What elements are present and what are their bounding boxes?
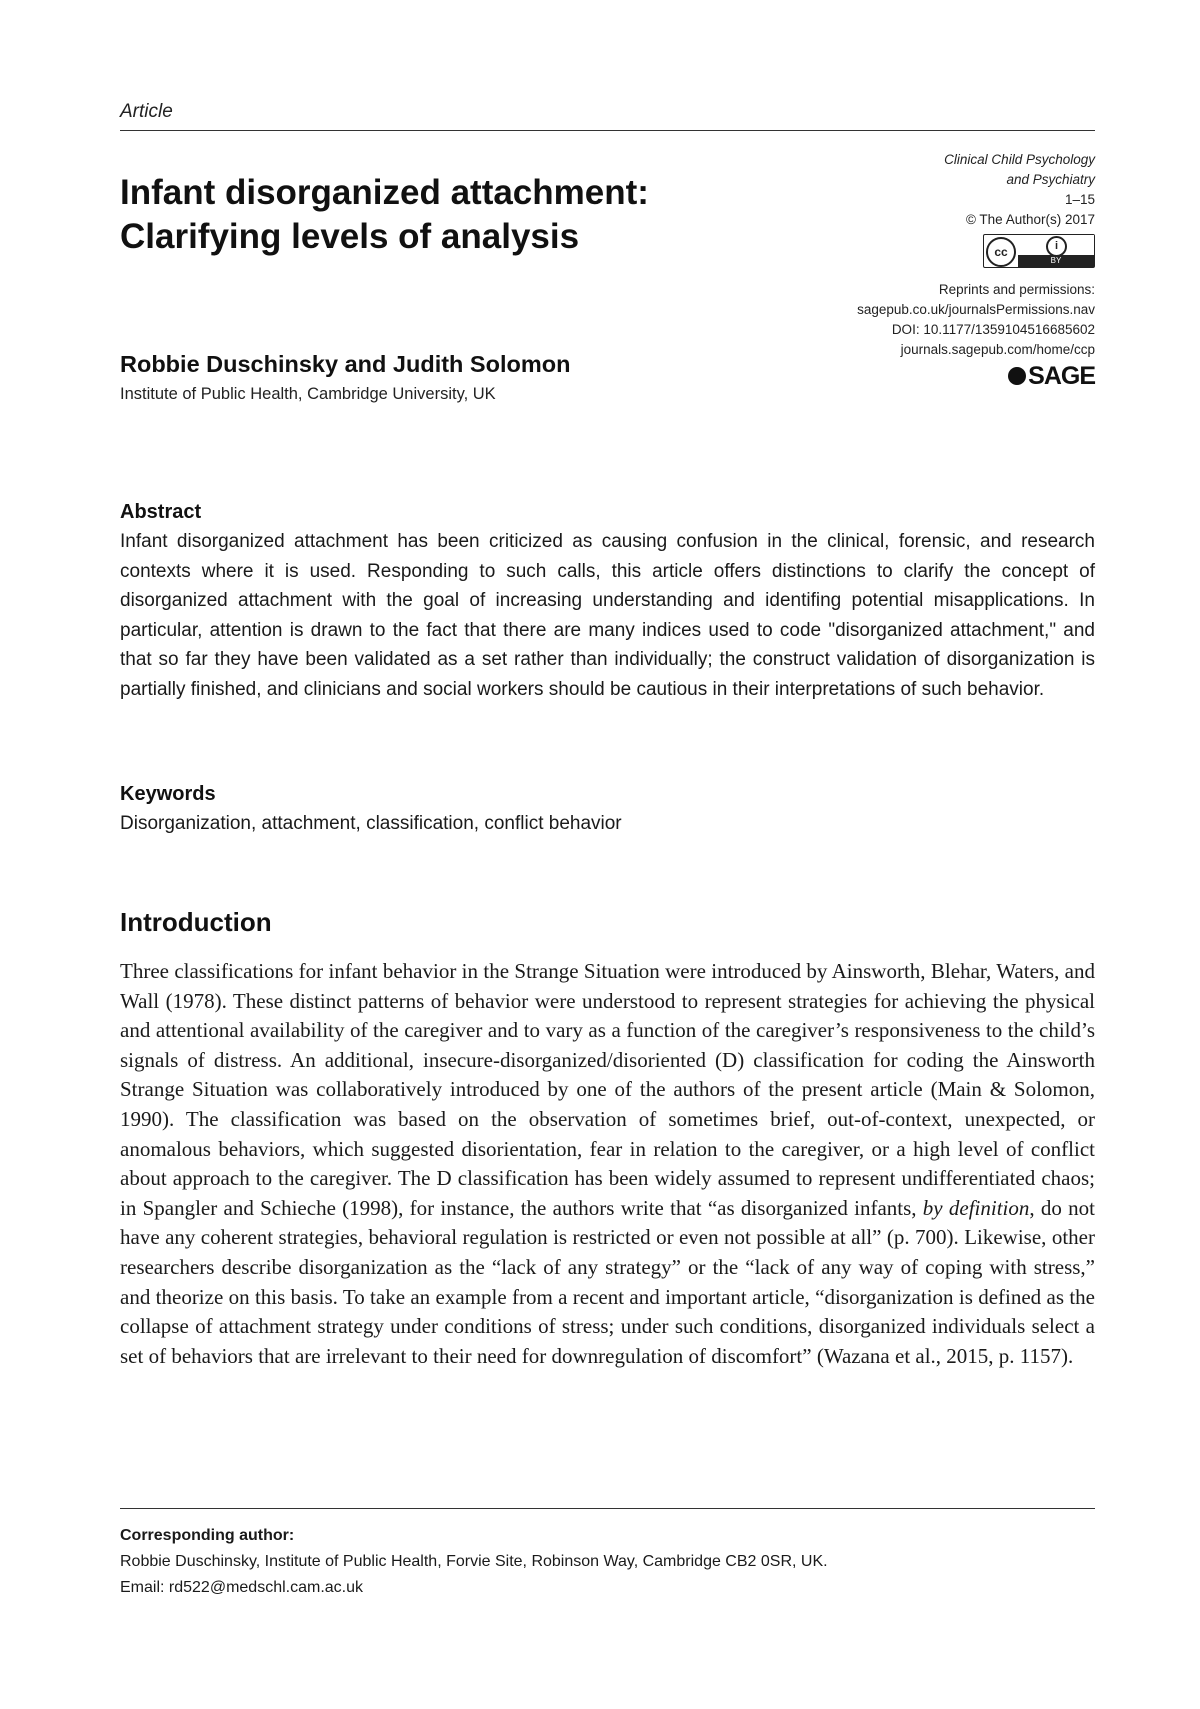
keywords-section	[120, 779, 1095, 838]
journal-link[interactable]: journals.sagepub.com/home/ccp	[900, 342, 1095, 357]
abstract-heading: Abstract	[120, 501, 202, 523]
keywords-heading: Keywords	[120, 783, 216, 805]
abstract-section	[120, 497, 1095, 704]
affiliation: Institute of Public Health, Cambridge University, UK	[120, 385, 496, 403]
abstract-text: Infant disorganized attachment has been criticized as causing confusion in the clinical, forensic, and research contexts where it is used. Responding to such calls, this article offers distinctions to clarify the concept of disorganized attachment with the goal of increasing understanding and identifing potential misapplications. In particular, attention is drawn to the fact that there are many indices used to code "disorganized attachment," and that so far they have been validated as a set rather than individually; the construct validation of disorganization is partially finished, and clinicians and social workers should be cautious in their interpretations of such behavior.	[120, 531, 1095, 700]
introduction-paragraph	[120, 957, 1095, 1371]
journal-name-line-2: and Psychiatry	[1006, 172, 1095, 187]
page-range: 1–15	[1064, 192, 1095, 207]
introduction-text-part-2: , do not have any coherent strategies, behavioral regulation is restricted or even not possible at all” (p. 700). Likewise, other researchers describe disorganization as the “lack of any strategy” or the “lack of any way of coping with stress,” and theorize on this basis. To take an example from a recent and important article, “disorganization is defined as the collapse of attachment strategy under conditions of stress; under such conditions, disorganized individuals select a set of behaviors that are irrelevant to their need for downregulation of discomfort” (Wazana et al., 2015, p. 1157).	[120, 1195, 1095, 1368]
footnote-divider	[120, 1508, 1095, 1509]
authors: Robbie Duschinsky and Judith Solomon	[120, 351, 571, 377]
corresponding-address: Robbie Duschinsky, Institute of Public Health, Forvie Site, Robinson Way, Cambridge CB2 0SR, UK.	[120, 1553, 828, 1570]
reprints-link[interactable]: sagepub.co.uk/journalsPermissions.nav	[857, 302, 1095, 317]
article-title-line-2: Clarifying levels of analysis	[120, 217, 580, 256]
journal-info	[675, 150, 1095, 391]
sage-logo	[1008, 362, 1095, 390]
reprints-label: Reprints and permissions:	[938, 282, 1095, 297]
sage-logo-icon	[1008, 367, 1026, 385]
corresponding-author	[120, 1523, 1095, 1601]
introduction-emphasis: by definition	[922, 1195, 1030, 1220]
article-type-label: Article	[120, 101, 173, 122]
attribution-icon: i	[1046, 236, 1067, 257]
publisher-name: SAGE	[1028, 362, 1095, 390]
introduction-heading: Introduction	[120, 907, 272, 937]
doi[interactable]: DOI: 10.1177/1359104516685602	[891, 322, 1095, 337]
corresponding-heading: Corresponding author:	[120, 1527, 295, 1544]
header-divider	[120, 130, 1095, 131]
copyright: © The Author(s) 2017	[965, 212, 1095, 227]
keywords-text: Disorganization, attachment, classification, conflict behavior	[120, 813, 622, 834]
cc-icon: cc	[986, 237, 1016, 267]
introduction-text-part-1: Three classifications for infant behavior in the Strange Situation were introduced by Ainsworth, Blehar, Waters, and Wall (1978). These distinct patterns of behavior were understood to represent strategies for achieving the physical and attentional availability of the caregiver and to vary as a function of the caregiver’s responsiveness to the child’s signals of distress. An additional, insecure-disorganized/disoriented (D) classification for coding the Ainsworth Strange Situation was collaboratively introduced by one of the authors of the present article (Main & Solomon, 1990). The classification was based on the observation of sometimes brief, out-of-context, unexpected, or anomalous behaviors, which suggested disorientation, fear in relation to the caregiver, or a high level of conflict about approach to the caregiver. The D classification has been widely assumed to represent undifferentiated chaos; in Spangler and Schieche (1998), for instance, the authors write that “as disorganized infants,	[120, 959, 1095, 1220]
cc-license-icon[interactable]	[983, 234, 1095, 268]
article-title-line-1: Infant disorganized attachment:	[120, 173, 649, 212]
corresponding-email[interactable]: Email: rd522@medschl.cam.ac.uk	[120, 1579, 363, 1596]
journal-name-line-1: Clinical Child Psychology	[944, 152, 1095, 167]
cc-by-label: BY	[1018, 255, 1094, 267]
